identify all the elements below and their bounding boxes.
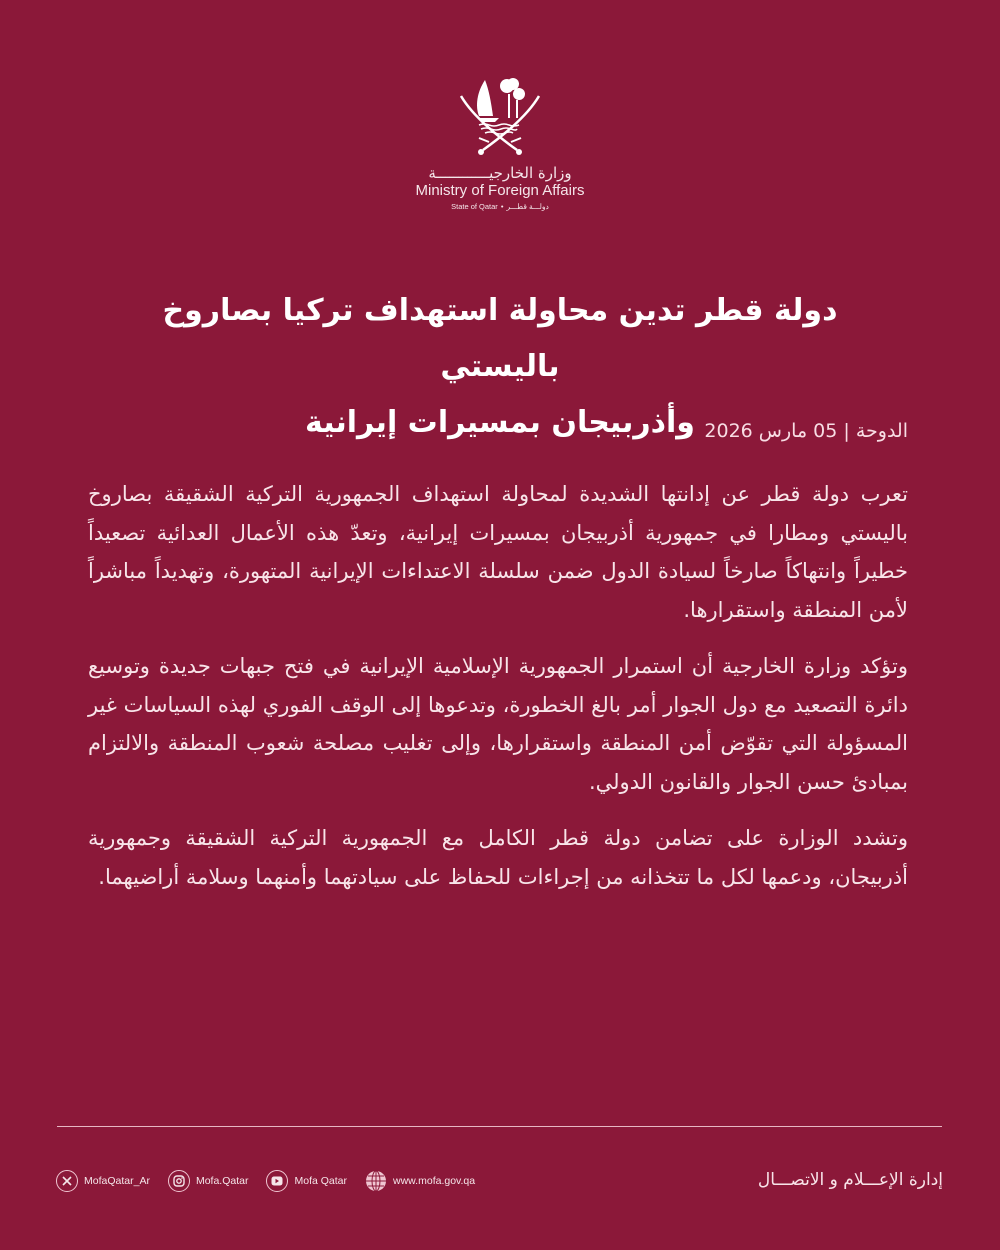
social-link-instagram[interactable] [168, 1170, 249, 1192]
footer-divider [57, 1126, 942, 1127]
separator-dot: • [500, 202, 504, 211]
social-label-youtube: Mofa Qatar [294, 1175, 348, 1187]
dateline: الدوحة | 05 مارس 2026 [704, 420, 908, 442]
globe-icon [365, 1170, 387, 1192]
department-name: إدارة الإعـــلام و الاتصـــال [757, 1170, 943, 1190]
state-name-arabic: دولـــة قطـــر [506, 202, 549, 211]
state-line [451, 202, 549, 211]
social-label-website: www.mofa.gov.qa [393, 1175, 476, 1187]
statement-body [88, 475, 908, 914]
header [0, 72, 1000, 211]
social-links [56, 1170, 483, 1192]
x-icon [56, 1170, 78, 1192]
social-link-x[interactable] [56, 1170, 150, 1192]
ministry-name-arabic: وزارة الخارجيــــــــــــة [428, 164, 572, 182]
social-label-x: MofaQatar_Ar [84, 1175, 150, 1187]
qatar-emblem-icon [455, 72, 545, 158]
youtube-icon [266, 1170, 288, 1192]
state-name-english: State of Qatar [451, 202, 498, 211]
ministry-name-english: Ministry of Foreign Affairs [415, 182, 585, 199]
paragraph-3: وتشدد الوزارة على تضامن دولة قطر الكامل مع الجمهورية التركية الشقيقة وجمهورية أذربيجان، ودعمها لكل ما تتخذانه من إجراءات للحفاظ على سيادتهما وأمنهما وسلامة أراضيهما. [88, 826, 908, 889]
instagram-icon [168, 1170, 190, 1192]
paragraph-2: وتؤكد وزارة الخارجية أن استمرار الجمهورية الإسلامية الإيرانية في فتح جبهات جديدة وتوسيع دائرة التصعيد مع دول الجوار أمر بالغ الخطورة، وتدعوها إلى الوقف الفوري لهذه السياسات غير المسؤولة التي تقوّض أمن المنطقة واستقرارها، وإلى تغليب مصلحة شعوب المنطقة والالتزام بمبادئ حسن الجوار والقانون الدولي. [88, 654, 908, 794]
paragraph-1: تعرب دولة قطر عن إدانتها الشديدة لمحاولة استهداف الجمهورية التركية الشقيقة بصاروخ باليستي ومطارا في جمهورية أذربيجان بمسيرات إيرانية، وتعدّ هذه الأعمال العدائية تصعيداً خطيراً وانتهاكاً صارخاً لسيادة الدول ضمن سلسلة الاعتداءات الإيرانية المتهورة، وتهديداً مباشراً لأمن المنطقة واستقرارها. [88, 482, 908, 622]
headline-line-2: وأذربيجان بمسيرات إيرانية [305, 405, 695, 440]
social-label-instagram: Mofa.Qatar [195, 1175, 249, 1187]
headline-line-1: دولة قطر تدين محاولة استهداف تركيا بصاروخ باليستي [162, 293, 838, 384]
social-link-youtube[interactable] [266, 1170, 347, 1192]
social-link-website[interactable] [365, 1170, 475, 1192]
